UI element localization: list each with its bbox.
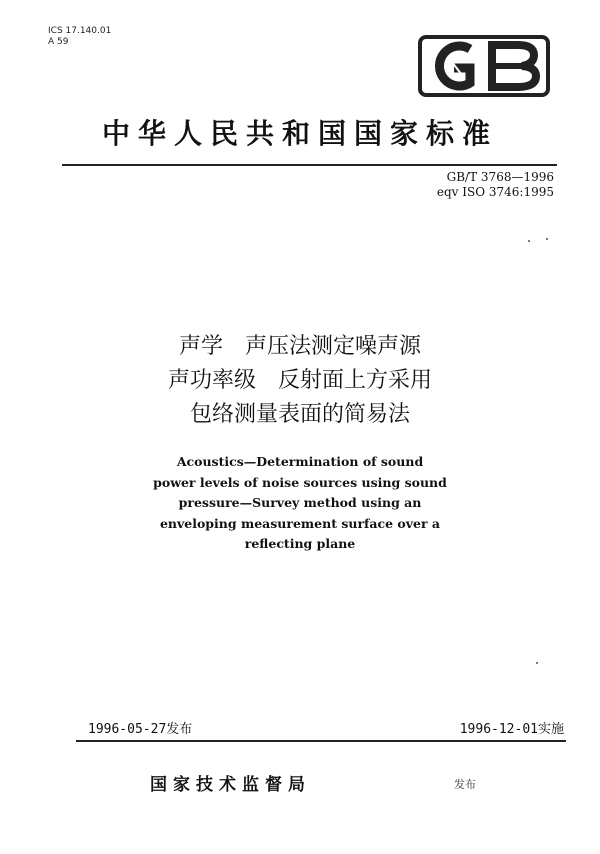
publish-label: 发布 bbox=[454, 778, 476, 791]
scan-speck bbox=[528, 240, 530, 242]
ccs-code: A 59 bbox=[48, 37, 69, 47]
chinese-title-line: 声学 声压法测定噪声源 bbox=[178, 334, 421, 359]
iso-equivalent: eqv ISO 3746:1995 bbox=[436, 185, 554, 199]
standard-codes bbox=[437, 170, 554, 200]
gb-logo-graphic bbox=[418, 35, 550, 97]
chinese-title-line: 包络测量表面的简易法 bbox=[189, 402, 410, 427]
top-divider bbox=[62, 164, 557, 166]
standard-header-title: 中华人民共和国国家标准 bbox=[101, 117, 498, 150]
chinese-title-line: 声功率级 反射面上方采用 bbox=[167, 368, 432, 393]
english-title-line: enveloping measurement surface over a bbox=[159, 515, 441, 531]
english-title bbox=[0, 452, 600, 555]
english-title-line: power levels of noise sources using sound bbox=[153, 474, 447, 490]
standard-number: GB/T 3768—1996 bbox=[446, 170, 554, 184]
scan-speck bbox=[536, 662, 538, 664]
implementation-date: 1996-12-01实施 bbox=[459, 722, 564, 737]
chinese-title bbox=[0, 330, 600, 432]
issue-date: 1996-05-27发布 bbox=[88, 722, 193, 737]
gb-logo bbox=[418, 35, 550, 97]
ics-code: ICS 17.140.01 bbox=[48, 26, 112, 36]
english-title-line: pressure—Survey method using an bbox=[178, 495, 422, 510]
english-title-line: reflecting plane bbox=[244, 536, 356, 551]
english-title-line: Acoustics—Determination of sound bbox=[176, 454, 424, 469]
publisher-name: 国家技术监督局 bbox=[150, 775, 311, 795]
bottom-divider bbox=[76, 740, 566, 742]
classification-codes bbox=[48, 26, 111, 48]
scan-speck bbox=[546, 238, 548, 240]
